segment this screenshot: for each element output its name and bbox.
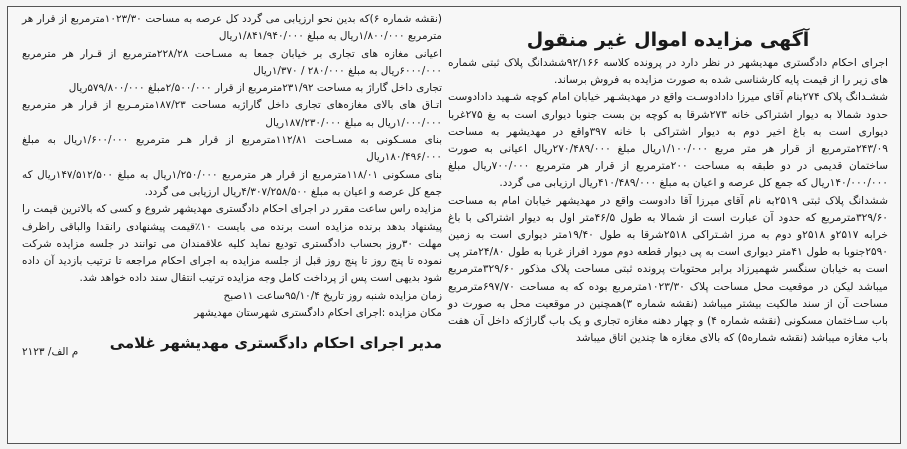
rooms-valuation-paragraph: اتـاق های بالای مغازه‌های تجاری داخل گاراژبه مساحت ۱۸۷/۲۳مترمـربع از قرار هر مترمربع ۱/۰۰۰/۰۰۰ریال به مبلغ ۱۸۷/۲۳۰/۰۰۰ریال: [22, 99, 442, 129]
auction-conditions-paragraph: مزایده راس ساعت مقرر در اجرای احکام دادگستری مهدیشهر شروع و کسی که بالاترین قیمت را پیشنهاد بدهد برنده مزایده است برنده می بایست ۱۰٪قیمت پیشنهادی رانقدا والباقی راظرف مهلت ۳۰روز بحساب دادگستری تودیع نماید کلیه علاقمندان می توانند در جلسه مزایده شرکت نموده تا پنج روز تا پنج روز قبل از جلسه مزایده به اجرای احکام مراجعه تا ترتیب بازدید آن داده شود بدیهی است پس از پرداخت کامل وجه مزایده ترتیب انتقال سند داده خواهد شد.: [22, 203, 443, 285]
garage-valuation-paragraph: تجاری داخل گاراژ به مساحت ۲۳۱/۹۲مترمربع از قرار ۲/۵۰۰/۰۰۰مبلغ ۵۷۹/۸۰۰/۰۰۰ریال: [68, 82, 442, 95]
residential1-valuation-paragraph: بنای مسـکونی به مسـاحت ۱۱۲/۸۱مترمربع از قرار هـر مترمربع ۱/۶۰۰/۰۰۰ریال به مبلغ ۱۸۰/۴۹۶/۰۰۰ریال: [22, 134, 442, 164]
notice-frame: [7, 6, 901, 444]
left-column: [22, 11, 442, 358]
land-valuation-paragraph: (نقشه شماره ۶)که بدین نحو ارزیابی می گردد کل عرصه به مساحت ۱۰۲۳/۳۰مترمربع از قرار هر مترمربع ۱/۸۰۰/۰۰۰ریال به مبلغ ۱/۸۴۱/۹۴۰/۰۰۰ریال: [22, 13, 442, 43]
residential2-valuation-paragraph: بنای مسکونی ۱۱۸/۰۱مترمربع از قرار هر مترمربع ۱/۲۵۰/۰۰۰ریال به مبلغ ۱۴۷/۵۱۲/۵۰۰ریال که جمع کل عرصه و اعیان به مبلغ ۴/۳۰۷/۲۵۸/۵۰۰ریال ارزیابی می گردد.: [22, 168, 443, 198]
footer: [22, 324, 442, 358]
shops-valuation-paragraph: اعیانی مغازه های تجاری بر خیابان جمعا به مسـاحت ۲۲۸/۲۸مترمربع از قـرار هر مترمربع ۶۰۰۰/۰۰۰ریال به مبلغ ۲۸۰/۰۰۰ / ۱/۳۷۰ریال: [22, 47, 442, 77]
auction-place: مکان مزایده :اجرای احکام دادگستری شهرستان مهدیشهر: [194, 307, 442, 320]
signature: مدیر اجرای احکام دادگستری مهدیشهر غلامی: [109, 334, 442, 353]
auction-time: زمان مزایده شنبه روز تاریخ ۹۵/۱۰/۴ساعت ۱۱صبح: [223, 289, 442, 302]
reference-number: م الف/ ۲۱۲۳: [22, 346, 79, 359]
property-274-paragraph: ششـدانگ پلاک ۲۷۴بنام آقای میرزا دادادوسـت واقع در مهدیشـهر خیابان امام کوچه شـهید دادادوست حدود شمالا به دیوار اشتراکی خانه ۲۷۳شرقا به کوچه بن بست جنوبا دیواری است به بغ ۲۷۵غربا دیواری است به باغ اخیر دوم به دیوار اشتراکی با خانه ۳۹۷واقع در مهدیشهر به مساحت ۲۴۳/۰۹مترمربع از قرار هر متر مربع ۱/۱۰۰/۰۰۰ریال مبلغ ۲۷۰/۴۸۹/۰۰۰ریال اعیانی به صورت ساختمان قدیمی در دو طبقه به مساحت ۲۰۰مترمربع از قرار هر مترمربع ۷۰۰/۰۰۰ریال مبلغ ۱۴۰/۰۰۰/۰۰۰ریال که جمع کل عرصه و اعیان به مبلغ ۴۱۰/۴۸۹/۰۰۰ریال ارزیابی می گردد.: [448, 91, 888, 190]
notice-title: آگهی مزایده اموال غیر منقول: [526, 29, 810, 51]
intro-paragraph: اجرای احکام دادگستری مهدیشهر در نظر دارد در پرونده کلاسه ۹۲/۱۶۶ششدانگ پلاک ثبتی شماره های زیر را از قیمت پایه کارشناسی شده به صورت مزایده به فروش برساند.: [448, 57, 888, 87]
right-column: [448, 11, 888, 347]
property-2519-paragraph: ششدانگ پلاک ثبتی ۲۵۱۹به نام آقای میرزا آقا دادوست واقع در مهدیشهر خیابان امام به مساحت ۳۲۹/۶۰مترمربع که حدود آن عبارت است از شمالا به طول ۴۶/۵متر اول به دیوار اشتراکی با باغ خرابه ۲۵۱۷و ۲۵۱۸و دوم به مرز اشـتراکی ۲۵۱۸شرقا به طول ۱۹/۴۰متر دیواری است به زمین ۲۵۹۰جنوبا به طول ۴۱متر دیواری است به پی دیوار قطعه دوم مورد افراز غربا به طول ۲۴/۸۰متر پی است به خیابان سنگسر شهمیرزاد برابر محتویات پرونده ثبتی مساحت پلاک مذکور ۳۲۹/۶۰مترمربع میباشد لیکن در موقعیت محل مساحت پلاک ۱۰۲۳/۳۰مترمربع بوده که به مساحت ۶۹۷/۷۰مترمربع مساحت آن از سند مالکیت بیشتر میباشد (نقشه شماره ۳)همچنین در موقعیت محل به صورت دو باب سـاختمان مسکونی (نقشه شماره ۴) و چهار دهنه مغازه تجاری و یک باب گاراژکه داخل آن هفت باب مغازه میباشد (نقشه شماره۵) که بالای مغازه ها چندین اتاق میباشد: [448, 194, 889, 345]
